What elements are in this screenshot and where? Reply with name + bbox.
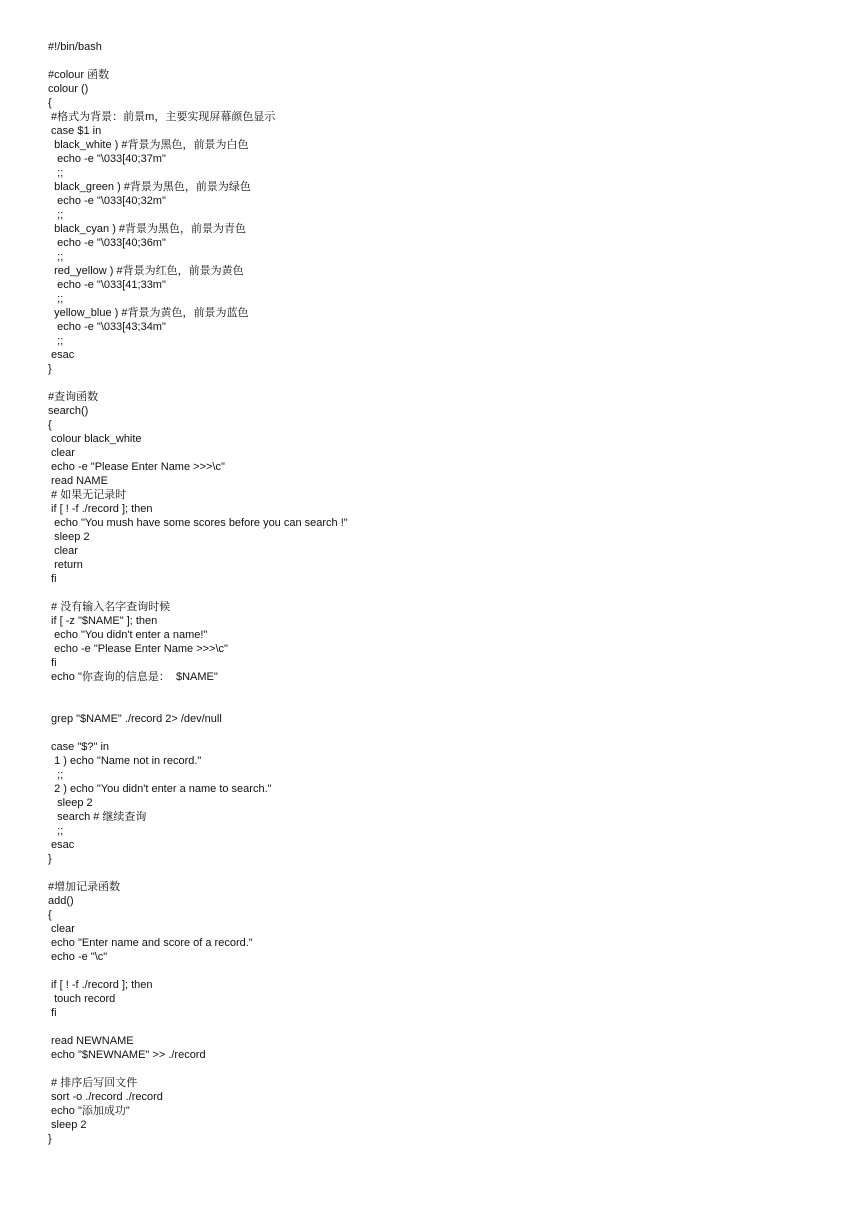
code-line: colour black_white	[48, 433, 142, 445]
code-line: #查询函数	[48, 391, 99, 403]
code-line: ;;	[48, 251, 64, 263]
code-line: clear	[48, 545, 78, 557]
code-line: fi	[48, 573, 57, 585]
code-line: #!/bin/bash	[48, 41, 102, 53]
code-line: {	[48, 419, 52, 431]
code-line: echo "你查询的信息是： $NAME"	[48, 671, 218, 683]
code-line: grep "$NAME" ./record 2> /dev/null	[48, 713, 222, 725]
code-line: fi	[48, 657, 57, 669]
code-line: echo "Enter name and score of a record."	[48, 937, 253, 949]
code-line: ;;	[48, 335, 64, 347]
code-line: case "$?" in	[48, 741, 110, 753]
code-line: ;;	[48, 167, 64, 179]
code-line: search()	[48, 405, 89, 417]
code-line: # 排序后写回文件	[48, 1077, 138, 1089]
code-line: echo "$NEWNAME" >> ./record	[48, 1049, 206, 1061]
code-line: echo "添加成功"	[48, 1105, 130, 1117]
code-line: return	[48, 559, 83, 571]
code-line: ;;	[48, 825, 64, 837]
code-line: esac	[48, 839, 75, 851]
code-line: yellow_blue ) #背景为黄色，前景为蓝色	[48, 307, 249, 319]
code-line: }	[48, 1133, 52, 1145]
code-line: 1 ) echo "Name not in record."	[48, 755, 202, 767]
code-line: }	[48, 363, 52, 375]
code-line: case $1 in	[48, 125, 102, 137]
code-line: black_white ) #背景为黑色，前景为白色	[48, 139, 249, 151]
code-line	[48, 1020, 848, 1034]
code-line: #格式为背景：前景m，主要实现屏幕颜色显示	[48, 111, 276, 123]
code-line: #增加记录函数	[48, 881, 121, 893]
code-line: 2 ) echo "You didn't enter a name to search."	[48, 783, 272, 795]
code-line: black_cyan ) #背景为黑色，前景为青色	[48, 223, 247, 235]
code-line: clear	[48, 923, 75, 935]
code-line	[48, 726, 848, 740]
code-line: #colour 函数	[48, 69, 110, 81]
code-line: sort -o ./record ./record	[48, 1091, 163, 1103]
code-line: {	[48, 909, 52, 921]
code-line: if [ ! -f ./record ]; then	[48, 979, 153, 991]
code-line: clear	[48, 447, 75, 459]
code-line: }	[48, 853, 52, 865]
code-line: if [ -z "$NAME" ]; then	[48, 615, 158, 627]
code-line: echo -e "\033[41;33m"	[48, 279, 166, 291]
code-line: echo "You mush have some scores before you can search !"	[48, 517, 348, 529]
code-line	[48, 866, 848, 880]
code-line: ;;	[48, 209, 64, 221]
code-line: echo -e "Please Enter Name >>>\c"	[48, 643, 228, 655]
code-line: sleep 2	[48, 531, 90, 543]
code-line: ;;	[48, 293, 64, 305]
code-line: if [ ! -f ./record ]; then	[48, 503, 153, 515]
code-line: fi	[48, 1007, 57, 1019]
code-line	[48, 1062, 848, 1076]
code-line: # 没有输入名字查询时候	[48, 601, 171, 613]
code-line: echo -e "\033[43;34m"	[48, 321, 166, 333]
code-line: read NEWNAME	[48, 1035, 134, 1047]
code-line: echo -e "\033[40;37m"	[48, 153, 166, 165]
code-line	[48, 964, 848, 978]
code-line	[48, 376, 848, 390]
code-line: touch record	[48, 993, 116, 1005]
code-line: esac	[48, 349, 75, 361]
code-line: search # 继续查询	[48, 811, 147, 823]
code-line: echo -e "\033[40;36m"	[48, 237, 166, 249]
code-block	[48, 40, 848, 1146]
code-line: read NAME	[48, 475, 108, 487]
code-line	[48, 54, 848, 68]
code-line: echo -e "\c"	[48, 951, 108, 963]
code-line: black_green ) #背景为黑色，前景为绿色	[48, 181, 251, 193]
code-line	[48, 698, 848, 712]
code-line: add()	[48, 895, 74, 907]
code-line	[48, 684, 848, 698]
code-line	[48, 586, 848, 600]
code-line: sleep 2	[48, 797, 93, 809]
code-line: echo "You didn't enter a name!"	[48, 629, 208, 641]
code-line: {	[48, 97, 52, 109]
code-line: echo -e "\033[40;32m"	[48, 195, 166, 207]
code-line: # 如果无记录时	[48, 489, 127, 501]
code-line: ;;	[48, 769, 64, 781]
code-line: red_yellow ) #背景为红色，前景为黄色	[48, 265, 244, 277]
code-line: sleep 2	[48, 1119, 87, 1131]
code-line: colour ()	[48, 83, 89, 95]
code-line: echo -e "Please Enter Name >>>\c"	[48, 461, 225, 473]
